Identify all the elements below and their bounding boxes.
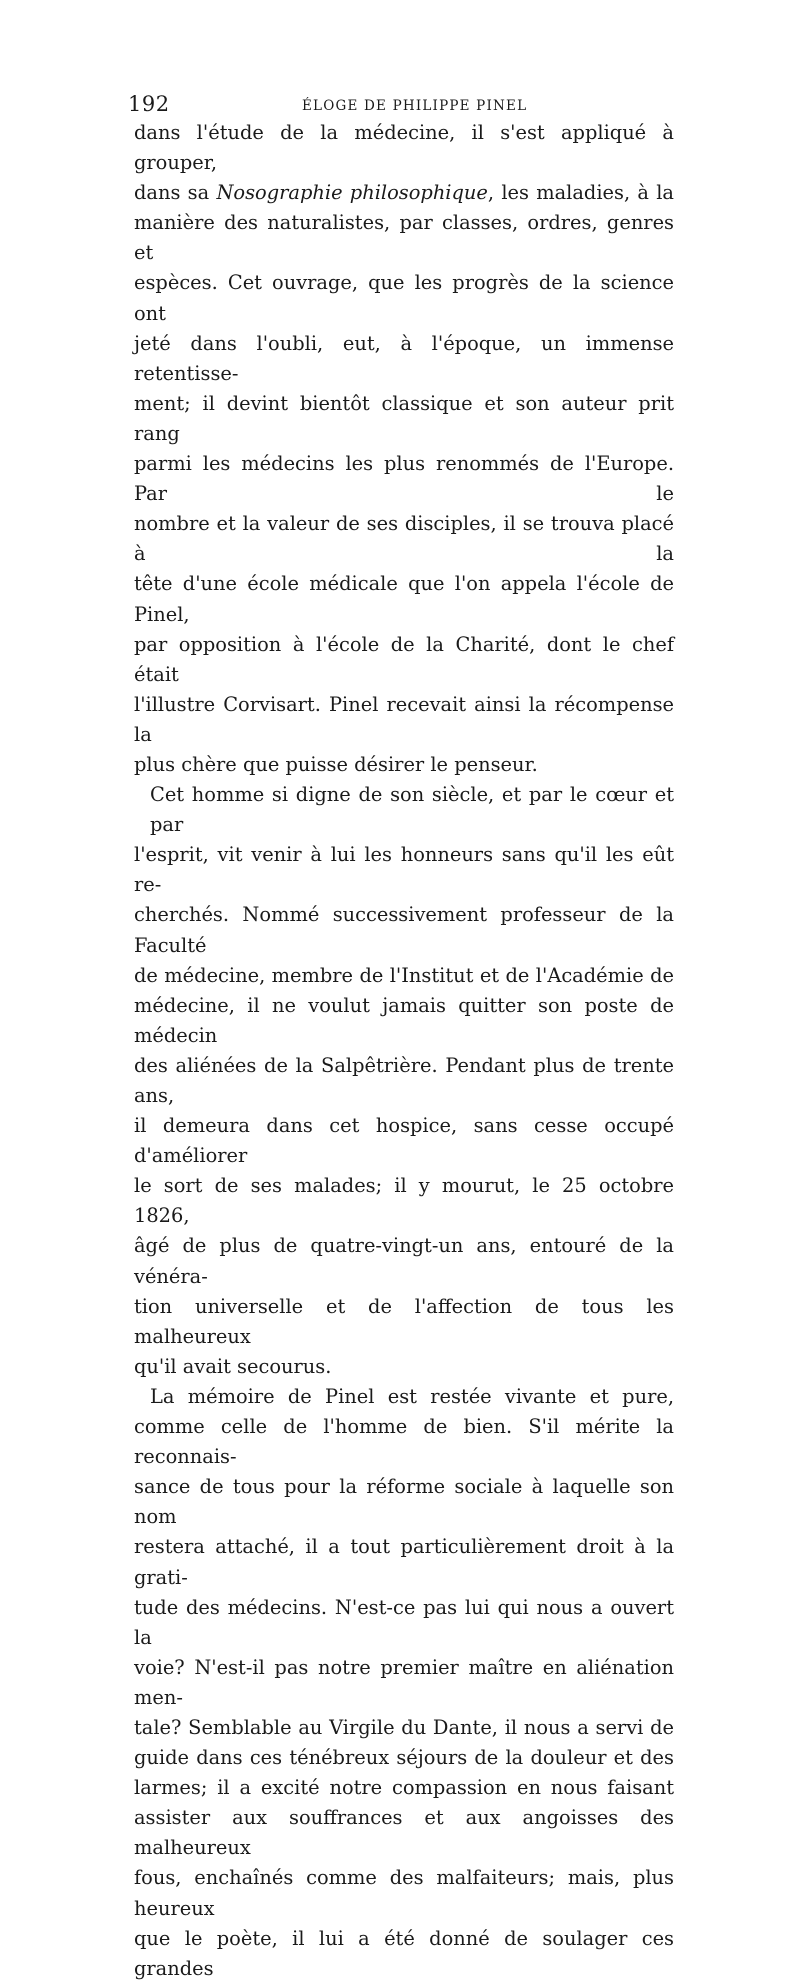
paragraph-1 [134, 118, 674, 780]
text-line: restera attaché, il a tout particulièrement droit à la grati- [134, 1535, 674, 1589]
text-line: La mémoire de Pinel est restée vivante et pure, [150, 1384, 674, 1408]
text-line: il demeura dans cet hospice, sans cesse occupé d'améliorer [134, 1114, 674, 1168]
text-fragment: , les maladies, à la [487, 181, 674, 205]
text-line: par opposition à l'école de la Charité, dont le chef était [134, 632, 674, 686]
text-line: guide dans ces ténébreux séjours de la douleur et des [134, 1746, 674, 1770]
page-header [128, 88, 674, 118]
text-line: l'esprit, vit venir à lui les honneurs sans qu'il les eût re- [134, 843, 674, 897]
text-line: nombre et la valeur de ses disciples, il se trouva placé à la [134, 512, 674, 566]
text-line: tude des médecins. N'est-ce pas lui qui nous a ouvert la [134, 1595, 674, 1649]
text-line: de médecine, membre de l'Institut et de l'Académie de [134, 963, 674, 987]
text-line: jeté dans l'oubli, eut, à l'époque, un immense retentisse- [134, 331, 674, 385]
text-line: le sort de ses malades; il y mourut, le 25 octobre 1826, [134, 1174, 674, 1228]
text-line: Cet homme si digne de son siècle, et par le cœur et par [150, 783, 674, 837]
text-line: plus chère que puisse désirer le penseur. [134, 752, 538, 776]
text-line: larmes; il a excité notre compassion en nous faisant [134, 1776, 674, 1800]
text-line: que le poète, il lui a été donné de soulager ces grandes [134, 1926, 674, 1980]
text-line: dans l'étude de la médecine, il s'est appliqué à grouper, [134, 121, 674, 175]
text-line: médecine, il ne voulut jamais quitter son poste de médecin [134, 993, 674, 1047]
text-line: âgé de plus de quatre-vingt-un ans, entouré de la vénéra- [134, 1234, 674, 1288]
text-line: comme celle de l'homme de bien. S'il mérite la reconnais- [134, 1415, 674, 1469]
page-number: 192 [128, 92, 170, 116]
text-line: parmi les médecins les plus renommés de l'Europe. Par le [134, 452, 674, 506]
text-line: voie? N'est-il pas notre premier maître en aliénation men- [134, 1655, 674, 1709]
text-line: tale? Semblable au Virgile du Dante, il nous a servi de [134, 1715, 674, 1739]
running-title: ÉLOGE DE PHILIPPE PINEL [302, 98, 528, 114]
text-line: des aliénées de la Salpêtrière. Pendant plus de trente ans, [134, 1053, 674, 1107]
text-line: cherchés. Nommé successivement professeur de la Faculté [134, 903, 674, 957]
text-line: qu'il avait secourus. [134, 1354, 332, 1378]
text-line: fous, enchaînés comme des malfaiteurs; mais, plus heureux [134, 1866, 674, 1920]
text-line: espèces. Cet ouvrage, que les progrès de la science ont [134, 271, 674, 325]
text-line: manière des naturalistes, par classes, ordres, genres et [134, 211, 674, 265]
paragraph-3 [134, 1382, 674, 1984]
text-line: ment; il devint bientôt classique et son auteur prit rang [134, 391, 674, 445]
text-line: tête d'une école médicale que l'on appela l'école de Pinel, [134, 572, 674, 626]
text-line: sance de tous pour la réforme sociale à laquelle son nom [134, 1475, 674, 1529]
paragraph-2 [134, 780, 674, 1382]
text-fragment: dans sa [134, 181, 217, 205]
book-page [128, 88, 674, 1984]
text-line: l'illustre Corvisart. Pinel recevait ainsi la récompense la [134, 692, 674, 746]
book-title-italic: Nosographie philosophique [216, 181, 488, 205]
text-line [134, 178, 674, 208]
text-line: assister aux souffrances et aux angoisses des malheureux [134, 1806, 674, 1860]
text-line: tion universelle et de l'affection de tous les malheureux [134, 1294, 674, 1348]
